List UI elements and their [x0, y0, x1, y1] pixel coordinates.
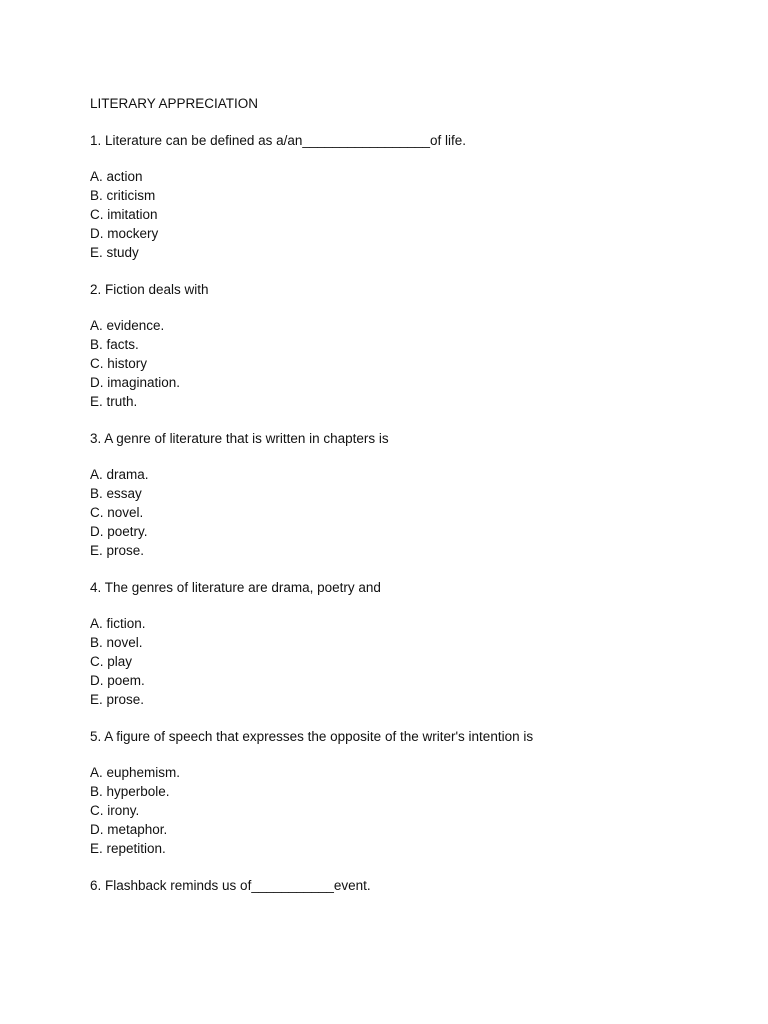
option-e: E. prose.: [90, 543, 145, 558]
option-e: E. prose.: [90, 692, 145, 707]
option-a: A. fiction.: [90, 616, 146, 631]
question-text: 3. A genre of literature that is written in chapters is: [90, 431, 389, 446]
option-b: B. facts.: [90, 337, 139, 352]
option-d: D. poem.: [90, 673, 145, 688]
option-b: B. novel.: [90, 635, 143, 650]
question-5: [90, 727, 730, 858]
option-c: C. play: [90, 654, 133, 669]
option-b: B. hyperbole.: [90, 784, 170, 799]
document-page: [90, 94, 730, 895]
option-list: [90, 763, 730, 858]
question-text: 6. Flashback reminds us of___________event.: [90, 878, 371, 893]
option-a: A. euphemism.: [90, 765, 181, 780]
question-text: 1. Literature can be defined as a/an_________________of life.: [90, 133, 467, 148]
question-3: [90, 429, 730, 560]
option-c: C. imitation: [90, 207, 158, 222]
option-b: B. essay: [90, 486, 142, 501]
option-d: D. mockery: [90, 226, 159, 241]
option-d: D. poetry.: [90, 524, 148, 539]
option-a: A. evidence.: [90, 318, 165, 333]
option-e: E. truth.: [90, 394, 138, 409]
option-list: [90, 167, 730, 262]
question-text: 5. A figure of speech that expresses the opposite of the writer's intention is: [90, 729, 534, 744]
question-1: [90, 131, 730, 262]
option-a: A. drama.: [90, 467, 149, 482]
option-d: D. imagination.: [90, 375, 181, 390]
question-6: [90, 876, 730, 895]
question-text: 2. Fiction deals with: [90, 282, 209, 297]
option-e: E. repetition.: [90, 841, 166, 856]
option-list: [90, 614, 730, 709]
option-c: C. history: [90, 356, 148, 371]
option-a: A. action: [90, 169, 143, 184]
question-2: [90, 280, 730, 411]
document-title: LITERARY APPRECIATION: [90, 96, 259, 111]
option-c: C. irony.: [90, 803, 140, 818]
option-list: [90, 316, 730, 411]
option-b: B. criticism: [90, 188, 156, 203]
option-e: E. study: [90, 245, 139, 260]
option-d: D. metaphor.: [90, 822, 168, 837]
question-4: [90, 578, 730, 709]
option-c: C. novel.: [90, 505, 144, 520]
option-list: [90, 465, 730, 560]
question-text: 4. The genres of literature are drama, poetry and: [90, 580, 381, 595]
